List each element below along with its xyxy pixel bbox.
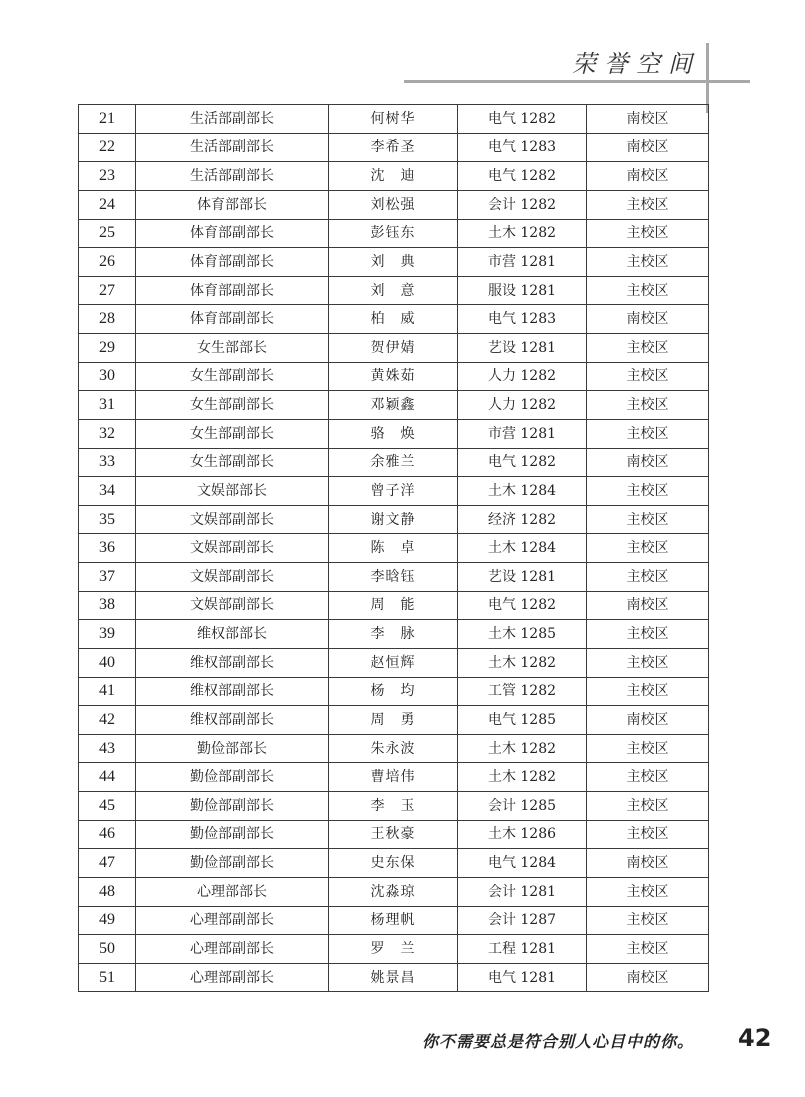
- serial-number-cell: 33: [79, 448, 136, 477]
- class-cell: 电气 1285: [458, 706, 587, 735]
- table-row: [79, 563, 709, 592]
- table-row: [79, 534, 709, 563]
- position-cell: 维权部副部长: [136, 706, 329, 735]
- position-cell: 文娱部副部长: [136, 591, 329, 620]
- serial-number-cell: 26: [79, 248, 136, 277]
- serial-number-cell: 41: [79, 677, 136, 706]
- campus-cell: 南校区: [587, 305, 709, 334]
- campus-cell: 主校区: [587, 648, 709, 677]
- name-cell: 李晗钰: [329, 563, 458, 592]
- class-cell: 人力 1282: [458, 362, 587, 391]
- class-cell: 土木 1284: [458, 477, 587, 506]
- table-row: [79, 763, 709, 792]
- name-cell: 黄姝茹: [329, 362, 458, 391]
- table-row: [79, 734, 709, 763]
- header-rule: [404, 80, 750, 83]
- class-cell: 电气 1282: [458, 448, 587, 477]
- campus-cell: 南校区: [587, 963, 709, 992]
- serial-number-cell: 39: [79, 620, 136, 649]
- class-cell: 电气 1282: [458, 105, 587, 134]
- name-cell: 曹培伟: [329, 763, 458, 792]
- campus-cell: 主校区: [587, 620, 709, 649]
- table-row: [79, 963, 709, 992]
- position-cell: 勤俭部部长: [136, 734, 329, 763]
- table-row: [79, 591, 709, 620]
- position-cell: 体育部副部长: [136, 305, 329, 334]
- position-cell: 女生部部长: [136, 334, 329, 363]
- name-cell: 刘 典: [329, 248, 458, 277]
- table-row: [79, 935, 709, 964]
- class-cell: 电气 1282: [458, 591, 587, 620]
- serial-number-cell: 34: [79, 477, 136, 506]
- table-row: [79, 190, 709, 219]
- serial-number-cell: 25: [79, 219, 136, 248]
- campus-cell: 主校区: [587, 820, 709, 849]
- class-cell: 电气 1282: [458, 162, 587, 191]
- campus-cell: 主校区: [587, 219, 709, 248]
- class-cell: 艺设 1281: [458, 563, 587, 592]
- serial-number-cell: 32: [79, 419, 136, 448]
- position-cell: 生活部副部长: [136, 162, 329, 191]
- serial-number-cell: 49: [79, 906, 136, 935]
- campus-cell: 主校区: [587, 248, 709, 277]
- class-cell: 电气 1283: [458, 133, 587, 162]
- campus-cell: 主校区: [587, 677, 709, 706]
- class-cell: 市营 1281: [458, 248, 587, 277]
- name-cell: 朱永波: [329, 734, 458, 763]
- serial-number-cell: 28: [79, 305, 136, 334]
- name-cell: 沈 迪: [329, 162, 458, 191]
- class-cell: 电气 1283: [458, 305, 587, 334]
- position-cell: 勤俭部副部长: [136, 792, 329, 821]
- serial-number-cell: 50: [79, 935, 136, 964]
- table-row: [79, 477, 709, 506]
- class-cell: 会计 1285: [458, 792, 587, 821]
- table-row: [79, 849, 709, 878]
- table-row: [79, 648, 709, 677]
- position-cell: 心理部副部长: [136, 963, 329, 992]
- serial-number-cell: 23: [79, 162, 136, 191]
- position-cell: 勤俭部副部长: [136, 820, 329, 849]
- campus-cell: 主校区: [587, 763, 709, 792]
- serial-number-cell: 36: [79, 534, 136, 563]
- class-cell: 会计 1281: [458, 877, 587, 906]
- position-cell: 女生部副部长: [136, 448, 329, 477]
- campus-cell: 主校区: [587, 534, 709, 563]
- name-cell: 王秋豪: [329, 820, 458, 849]
- table-row: [79, 448, 709, 477]
- campus-cell: 主校区: [587, 505, 709, 534]
- serial-number-cell: 22: [79, 133, 136, 162]
- class-cell: 土木 1286: [458, 820, 587, 849]
- table-row: [79, 505, 709, 534]
- table-row: [79, 362, 709, 391]
- name-cell: 贺伊婧: [329, 334, 458, 363]
- class-cell: 土木 1284: [458, 534, 587, 563]
- campus-cell: 南校区: [587, 105, 709, 134]
- class-cell: 工程 1281: [458, 935, 587, 964]
- class-cell: 经济 1282: [458, 505, 587, 534]
- table-row: [79, 792, 709, 821]
- name-cell: 史东保: [329, 849, 458, 878]
- class-cell: 土木 1282: [458, 219, 587, 248]
- name-cell: 刘松强: [329, 190, 458, 219]
- name-cell: 沈淼琼: [329, 877, 458, 906]
- class-cell: 土木 1285: [458, 620, 587, 649]
- serial-number-cell: 51: [79, 963, 136, 992]
- name-cell: 李 脉: [329, 620, 458, 649]
- serial-number-cell: 43: [79, 734, 136, 763]
- serial-number-cell: 31: [79, 391, 136, 420]
- table-row: [79, 391, 709, 420]
- class-cell: 市营 1281: [458, 419, 587, 448]
- name-cell: 姚景昌: [329, 963, 458, 992]
- table-row: [79, 162, 709, 191]
- name-cell: 柏 威: [329, 305, 458, 334]
- class-cell: 土木 1282: [458, 734, 587, 763]
- table-row: [79, 706, 709, 735]
- name-cell: 罗 兰: [329, 935, 458, 964]
- position-cell: 体育部副部长: [136, 219, 329, 248]
- campus-cell: 主校区: [587, 906, 709, 935]
- campus-cell: 主校区: [587, 734, 709, 763]
- campus-cell: 南校区: [587, 133, 709, 162]
- position-cell: 体育部部长: [136, 190, 329, 219]
- name-cell: 周 勇: [329, 706, 458, 735]
- class-cell: 电气 1284: [458, 849, 587, 878]
- name-cell: 陈 卓: [329, 534, 458, 563]
- campus-cell: 主校区: [587, 877, 709, 906]
- position-cell: 心理部副部长: [136, 906, 329, 935]
- table-row: [79, 305, 709, 334]
- serial-number-cell: 45: [79, 792, 136, 821]
- name-cell: 谢文静: [329, 505, 458, 534]
- position-cell: 心理部部长: [136, 877, 329, 906]
- table-row: [79, 219, 709, 248]
- serial-number-cell: 42: [79, 706, 136, 735]
- class-cell: 土木 1282: [458, 648, 587, 677]
- campus-cell: 主校区: [587, 563, 709, 592]
- campus-cell: 主校区: [587, 477, 709, 506]
- serial-number-cell: 29: [79, 334, 136, 363]
- name-cell: 李希圣: [329, 133, 458, 162]
- name-cell: 赵恒辉: [329, 648, 458, 677]
- table-row: [79, 620, 709, 649]
- class-cell: 人力 1282: [458, 391, 587, 420]
- campus-cell: 主校区: [587, 276, 709, 305]
- serial-number-cell: 30: [79, 362, 136, 391]
- position-cell: 体育部副部长: [136, 276, 329, 305]
- campus-cell: 主校区: [587, 792, 709, 821]
- serial-number-cell: 27: [79, 276, 136, 305]
- name-cell: 周 能: [329, 591, 458, 620]
- serial-number-cell: 37: [79, 563, 136, 592]
- name-cell: 余雅兰: [329, 448, 458, 477]
- campus-cell: 南校区: [587, 706, 709, 735]
- serial-number-cell: 24: [79, 190, 136, 219]
- footer-motto: 你不需要总是符合别人心目中的你。: [422, 1032, 695, 1051]
- serial-number-cell: 38: [79, 591, 136, 620]
- roster-body: [79, 105, 709, 992]
- position-cell: 女生部副部长: [136, 391, 329, 420]
- name-cell: 邓颖鑫: [329, 391, 458, 420]
- name-cell: 刘 意: [329, 276, 458, 305]
- campus-cell: 主校区: [587, 362, 709, 391]
- table-row: [79, 334, 709, 363]
- class-cell: 电气 1281: [458, 963, 587, 992]
- name-cell: 杨 均: [329, 677, 458, 706]
- serial-number-cell: 21: [79, 105, 136, 134]
- position-cell: 体育部副部长: [136, 248, 329, 277]
- class-cell: 土木 1282: [458, 763, 587, 792]
- table-row: [79, 248, 709, 277]
- position-cell: 维权部副部长: [136, 677, 329, 706]
- officer-roster-table: [78, 104, 709, 992]
- name-cell: 杨理帆: [329, 906, 458, 935]
- position-cell: 文娱部副部长: [136, 534, 329, 563]
- position-cell: 勤俭部副部长: [136, 849, 329, 878]
- table-row: [79, 677, 709, 706]
- serial-number-cell: 35: [79, 505, 136, 534]
- position-cell: 文娱部副部长: [136, 563, 329, 592]
- campus-cell: 主校区: [587, 391, 709, 420]
- position-cell: 生活部副部长: [136, 105, 329, 134]
- campus-cell: 主校区: [587, 334, 709, 363]
- table-row: [79, 877, 709, 906]
- table-row: [79, 820, 709, 849]
- class-cell: 会计 1287: [458, 906, 587, 935]
- serial-number-cell: 40: [79, 648, 136, 677]
- campus-cell: 南校区: [587, 448, 709, 477]
- class-cell: 服设 1281: [458, 276, 587, 305]
- position-cell: 文娱部副部长: [136, 505, 329, 534]
- position-cell: 维权部副部长: [136, 648, 329, 677]
- name-cell: 何树华: [329, 105, 458, 134]
- class-cell: 工管 1282: [458, 677, 587, 706]
- table-row: [79, 419, 709, 448]
- name-cell: 李 玉: [329, 792, 458, 821]
- position-cell: 女生部副部长: [136, 362, 329, 391]
- table-row: [79, 105, 709, 134]
- position-cell: 勤俭部副部长: [136, 763, 329, 792]
- serial-number-cell: 48: [79, 877, 136, 906]
- campus-cell: 南校区: [587, 162, 709, 191]
- position-cell: 文娱部部长: [136, 477, 329, 506]
- campus-cell: 南校区: [587, 849, 709, 878]
- section-title: 荣誉空间: [572, 50, 700, 78]
- campus-cell: 主校区: [587, 190, 709, 219]
- position-cell: 心理部副部长: [136, 935, 329, 964]
- table-row: [79, 133, 709, 162]
- table-row: [79, 276, 709, 305]
- campus-cell: 主校区: [587, 935, 709, 964]
- class-cell: 会计 1282: [458, 190, 587, 219]
- position-cell: 维权部部长: [136, 620, 329, 649]
- serial-number-cell: 46: [79, 820, 136, 849]
- table-row: [79, 906, 709, 935]
- campus-cell: 南校区: [587, 591, 709, 620]
- position-cell: 生活部副部长: [136, 133, 329, 162]
- header-vertical-rule: [706, 43, 709, 113]
- class-cell: 艺设 1281: [458, 334, 587, 363]
- serial-number-cell: 47: [79, 849, 136, 878]
- campus-cell: 主校区: [587, 419, 709, 448]
- page-number: 42: [738, 1024, 772, 1052]
- name-cell: 骆 焕: [329, 419, 458, 448]
- name-cell: 曾子洋: [329, 477, 458, 506]
- position-cell: 女生部副部长: [136, 419, 329, 448]
- name-cell: 彭钰东: [329, 219, 458, 248]
- serial-number-cell: 44: [79, 763, 136, 792]
